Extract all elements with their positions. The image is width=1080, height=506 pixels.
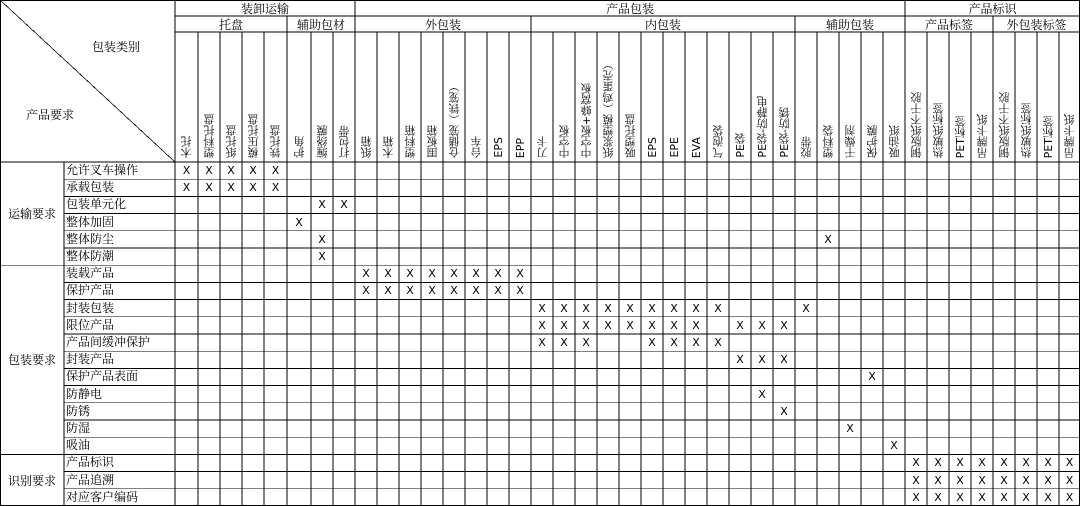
- column-header: 打包带: [337, 125, 351, 158]
- column-header: PET标签: [953, 115, 967, 158]
- header-group-l2: 外包装: [424, 17, 461, 32]
- column-header: 木托: [180, 136, 193, 158]
- applicability-mark: X: [582, 318, 590, 332]
- applicability-mark: X: [538, 301, 546, 315]
- corner-header-product-requirements: 产品要求: [26, 108, 75, 122]
- applicability-mark: X: [912, 456, 920, 470]
- applicability-mark: X: [956, 473, 964, 487]
- applicability-mark: X: [295, 215, 303, 229]
- requirement-row-label: 防锈: [66, 403, 91, 418]
- column-header: 纸托盘: [224, 125, 238, 158]
- applicability-mark: X: [604, 318, 612, 332]
- applicability-mark: X: [182, 181, 191, 195]
- applicability-mark: X: [362, 284, 370, 298]
- applicability-mark: X: [1065, 473, 1074, 487]
- applicability-mark: X: [560, 301, 568, 315]
- column-header: 护角: [292, 136, 306, 158]
- column-header: EVA: [689, 136, 703, 158]
- applicability-mark: X: [472, 267, 480, 281]
- requirement-row-label: 限位产品: [66, 317, 115, 332]
- applicability-mark: X: [912, 490, 920, 504]
- requirement-row-label: 装载产品: [66, 266, 115, 281]
- column-header: EPP: [513, 137, 527, 158]
- requirement-category: 运输要求: [7, 207, 56, 222]
- applicability-mark: X: [670, 318, 678, 332]
- column-header: 铜版纸不干胶: [909, 92, 923, 158]
- applicability-mark: X: [692, 301, 700, 315]
- applicability-mark: X: [670, 301, 678, 315]
- applicability-mark: X: [626, 301, 634, 315]
- requirement-row-label: 对应客户编码: [66, 489, 139, 504]
- applicability-mark: X: [249, 181, 257, 195]
- applicability-mark: X: [1000, 490, 1008, 504]
- applicability-mark: X: [582, 336, 590, 349]
- column-header: PE袋-防锈: [777, 107, 791, 158]
- requirement-row-label: 产品追溯: [66, 472, 115, 487]
- header-group-l2: 外包装标签: [1006, 17, 1067, 32]
- applicability-mark: X: [318, 198, 326, 212]
- applicability-mark: X: [648, 318, 656, 332]
- header-group-l2: 托盘: [218, 17, 243, 32]
- applicability-mark: X: [692, 318, 700, 332]
- header-group-l1: 产品标识: [968, 1, 1017, 16]
- requirement-row-label: 保护产品表面: [66, 369, 139, 384]
- applicability-mark: X: [956, 490, 964, 504]
- header-group-l2: 内包装: [644, 17, 681, 32]
- applicability-mark: X: [736, 318, 744, 332]
- column-header: PE袋: [733, 133, 747, 158]
- requirement-row-label: 承载包装: [66, 180, 115, 195]
- corner-header-packaging-category: 包装类别: [92, 40, 141, 54]
- applicability-mark: X: [406, 284, 414, 298]
- applicability-mark: X: [318, 250, 326, 263]
- applicability-mark: X: [1000, 456, 1008, 470]
- applicability-mark: X: [249, 164, 257, 177]
- column-header: 纸箱: [359, 136, 373, 158]
- applicability-mark: X: [582, 301, 590, 315]
- requirement-row-label: 防静电: [66, 386, 103, 401]
- applicability-mark: X: [978, 473, 986, 487]
- applicability-mark: X: [758, 353, 766, 367]
- column-header: 热敏纸标签: [1019, 103, 1033, 158]
- applicability-mark: X: [670, 336, 678, 349]
- applicability-mark: X: [692, 336, 700, 349]
- applicability-mark: X: [1065, 490, 1074, 504]
- applicability-mark: X: [780, 404, 788, 418]
- applicability-mark: X: [538, 336, 546, 349]
- applicability-mark: X: [978, 456, 986, 470]
- applicability-mark: X: [205, 164, 213, 177]
- applicability-mark: X: [406, 267, 414, 281]
- applicability-mark: X: [384, 267, 392, 281]
- column-header: EPE: [667, 137, 681, 158]
- applicability-mark: X: [1065, 456, 1074, 470]
- requirement-row-label: 产品间缓冲保护: [66, 335, 151, 349]
- requirement-row-label: 产品标识: [66, 455, 115, 470]
- column-header: 胶带: [799, 136, 813, 158]
- column-header: 气泡袋: [711, 125, 725, 158]
- applicability-mark: X: [736, 353, 744, 367]
- applicability-mark: X: [780, 353, 788, 367]
- requirement-category: 包装要求: [7, 353, 56, 368]
- applicability-mark: X: [934, 456, 942, 470]
- column-header: 吊牌卡纸: [1063, 114, 1076, 158]
- applicability-mark: X: [1000, 473, 1008, 487]
- applicability-mark: X: [271, 181, 280, 195]
- applicability-mark: X: [846, 422, 854, 435]
- applicability-mark: X: [648, 336, 656, 349]
- applicability-mark: X: [1044, 473, 1052, 487]
- column-header: 缠绕膜: [315, 125, 329, 158]
- requirement-row-label: 包装单元化: [66, 197, 127, 212]
- column-header: 保护膜: [865, 125, 879, 158]
- applicability-mark: X: [494, 267, 502, 281]
- applicability-mark: X: [384, 284, 392, 298]
- applicability-mark: X: [1044, 490, 1052, 504]
- requirement-row-label: 保护产品: [66, 283, 115, 298]
- header-group-l2: 辅助包装: [825, 17, 874, 32]
- column-header: 铁托盘: [269, 125, 282, 158]
- column-header: 塑料袋: [821, 125, 835, 158]
- column-header: 干燥剂: [843, 125, 857, 158]
- column-header: 刀卡: [535, 136, 549, 158]
- column-header: 仓储笼（铁笼）: [447, 81, 461, 158]
- requirement-category: 识别要求: [7, 473, 56, 488]
- applicability-mark: X: [472, 284, 480, 298]
- applicability-mark: X: [1044, 456, 1052, 470]
- column-header: 中空板: [557, 125, 571, 158]
- applicability-mark: X: [1022, 490, 1030, 504]
- applicability-mark: X: [428, 267, 436, 281]
- applicability-mark: X: [978, 490, 986, 504]
- header-group-l2: 辅助包材: [296, 17, 345, 32]
- applicability-mark: X: [271, 164, 280, 177]
- applicability-mark: X: [516, 284, 524, 298]
- applicability-mark: X: [890, 439, 898, 453]
- corner-diagonal: [0, 0, 175, 162]
- header-group-l1: 装卸运输: [240, 1, 289, 16]
- column-header: PE袋-防静电: [755, 96, 769, 158]
- column-header: 铜版纸不干胶: [997, 92, 1011, 158]
- applicability-mark: X: [758, 318, 766, 332]
- applicability-mark: X: [802, 301, 810, 315]
- requirement-row-label: 整体加固: [66, 214, 115, 229]
- applicability-mark: X: [912, 473, 920, 487]
- applicability-mark: X: [516, 267, 524, 281]
- applicability-mark: X: [340, 198, 348, 212]
- applicability-mark: X: [714, 301, 722, 315]
- applicability-mark: X: [714, 336, 722, 349]
- column-header: 热敏纸标签: [931, 103, 945, 158]
- column-header: 模压托盘: [246, 114, 260, 158]
- column-header: EPS: [491, 137, 505, 158]
- requirement-row-label: 整体防尘: [66, 231, 115, 246]
- applicability-mark: X: [450, 284, 458, 298]
- applicability-mark: X: [604, 301, 612, 315]
- applicability-mark: X: [560, 318, 568, 332]
- column-header: 纸浆塑模（鸡蛋壳）: [601, 59, 615, 158]
- applicability-mark: X: [1022, 473, 1030, 487]
- applicability-mark: X: [648, 301, 656, 315]
- applicability-mark: X: [227, 181, 235, 195]
- applicability-mark: X: [318, 232, 326, 246]
- applicability-mark: X: [780, 318, 788, 332]
- applicability-mark: X: [934, 490, 942, 504]
- column-header: 塑料箱: [403, 125, 417, 158]
- header-group-l2: 产品标签: [924, 17, 973, 32]
- applicability-mark: X: [956, 456, 964, 470]
- column-header: 中空板+蜂窝板: [579, 82, 593, 158]
- applicability-mark: X: [227, 164, 235, 177]
- applicability-mark: X: [560, 336, 568, 349]
- column-header: EPS: [645, 137, 659, 158]
- requirement-row-label: 封装产品: [66, 352, 115, 367]
- column-header: 吸塑托盘: [623, 114, 637, 158]
- applicability-mark: X: [1022, 456, 1030, 470]
- applicability-mark: X: [362, 267, 370, 281]
- applicability-mark: X: [494, 284, 502, 298]
- column-header: 围板箱: [425, 125, 439, 158]
- column-header: 木箱: [381, 136, 395, 158]
- applicability-mark: X: [450, 267, 458, 281]
- column-header: 吸油纸: [887, 125, 901, 158]
- applicability-mark: X: [205, 181, 213, 195]
- requirement-row-label: 防湿: [66, 421, 91, 435]
- column-header: 吊牌卡纸: [975, 114, 989, 158]
- column-header: 台车: [469, 136, 483, 158]
- requirement-row-label: 封装包装: [66, 300, 115, 315]
- applicability-mark: X: [428, 284, 436, 298]
- requirement-row-label: 整体防潮: [66, 249, 115, 263]
- applicability-mark: X: [626, 318, 634, 332]
- applicability-mark: X: [182, 164, 191, 177]
- requirement-row-label: 允许叉车操作: [66, 163, 139, 177]
- column-header: 塑料托盘: [202, 114, 216, 158]
- applicability-mark: X: [824, 232, 832, 246]
- header-group-l1: 产品包装: [605, 1, 654, 16]
- applicability-mark: X: [868, 370, 876, 384]
- applicability-mark: X: [538, 318, 546, 332]
- requirement-row-label: 吸油: [66, 438, 91, 453]
- applicability-mark: X: [934, 473, 942, 487]
- applicability-mark: X: [758, 387, 766, 401]
- column-header: PET标签: [1041, 115, 1055, 158]
